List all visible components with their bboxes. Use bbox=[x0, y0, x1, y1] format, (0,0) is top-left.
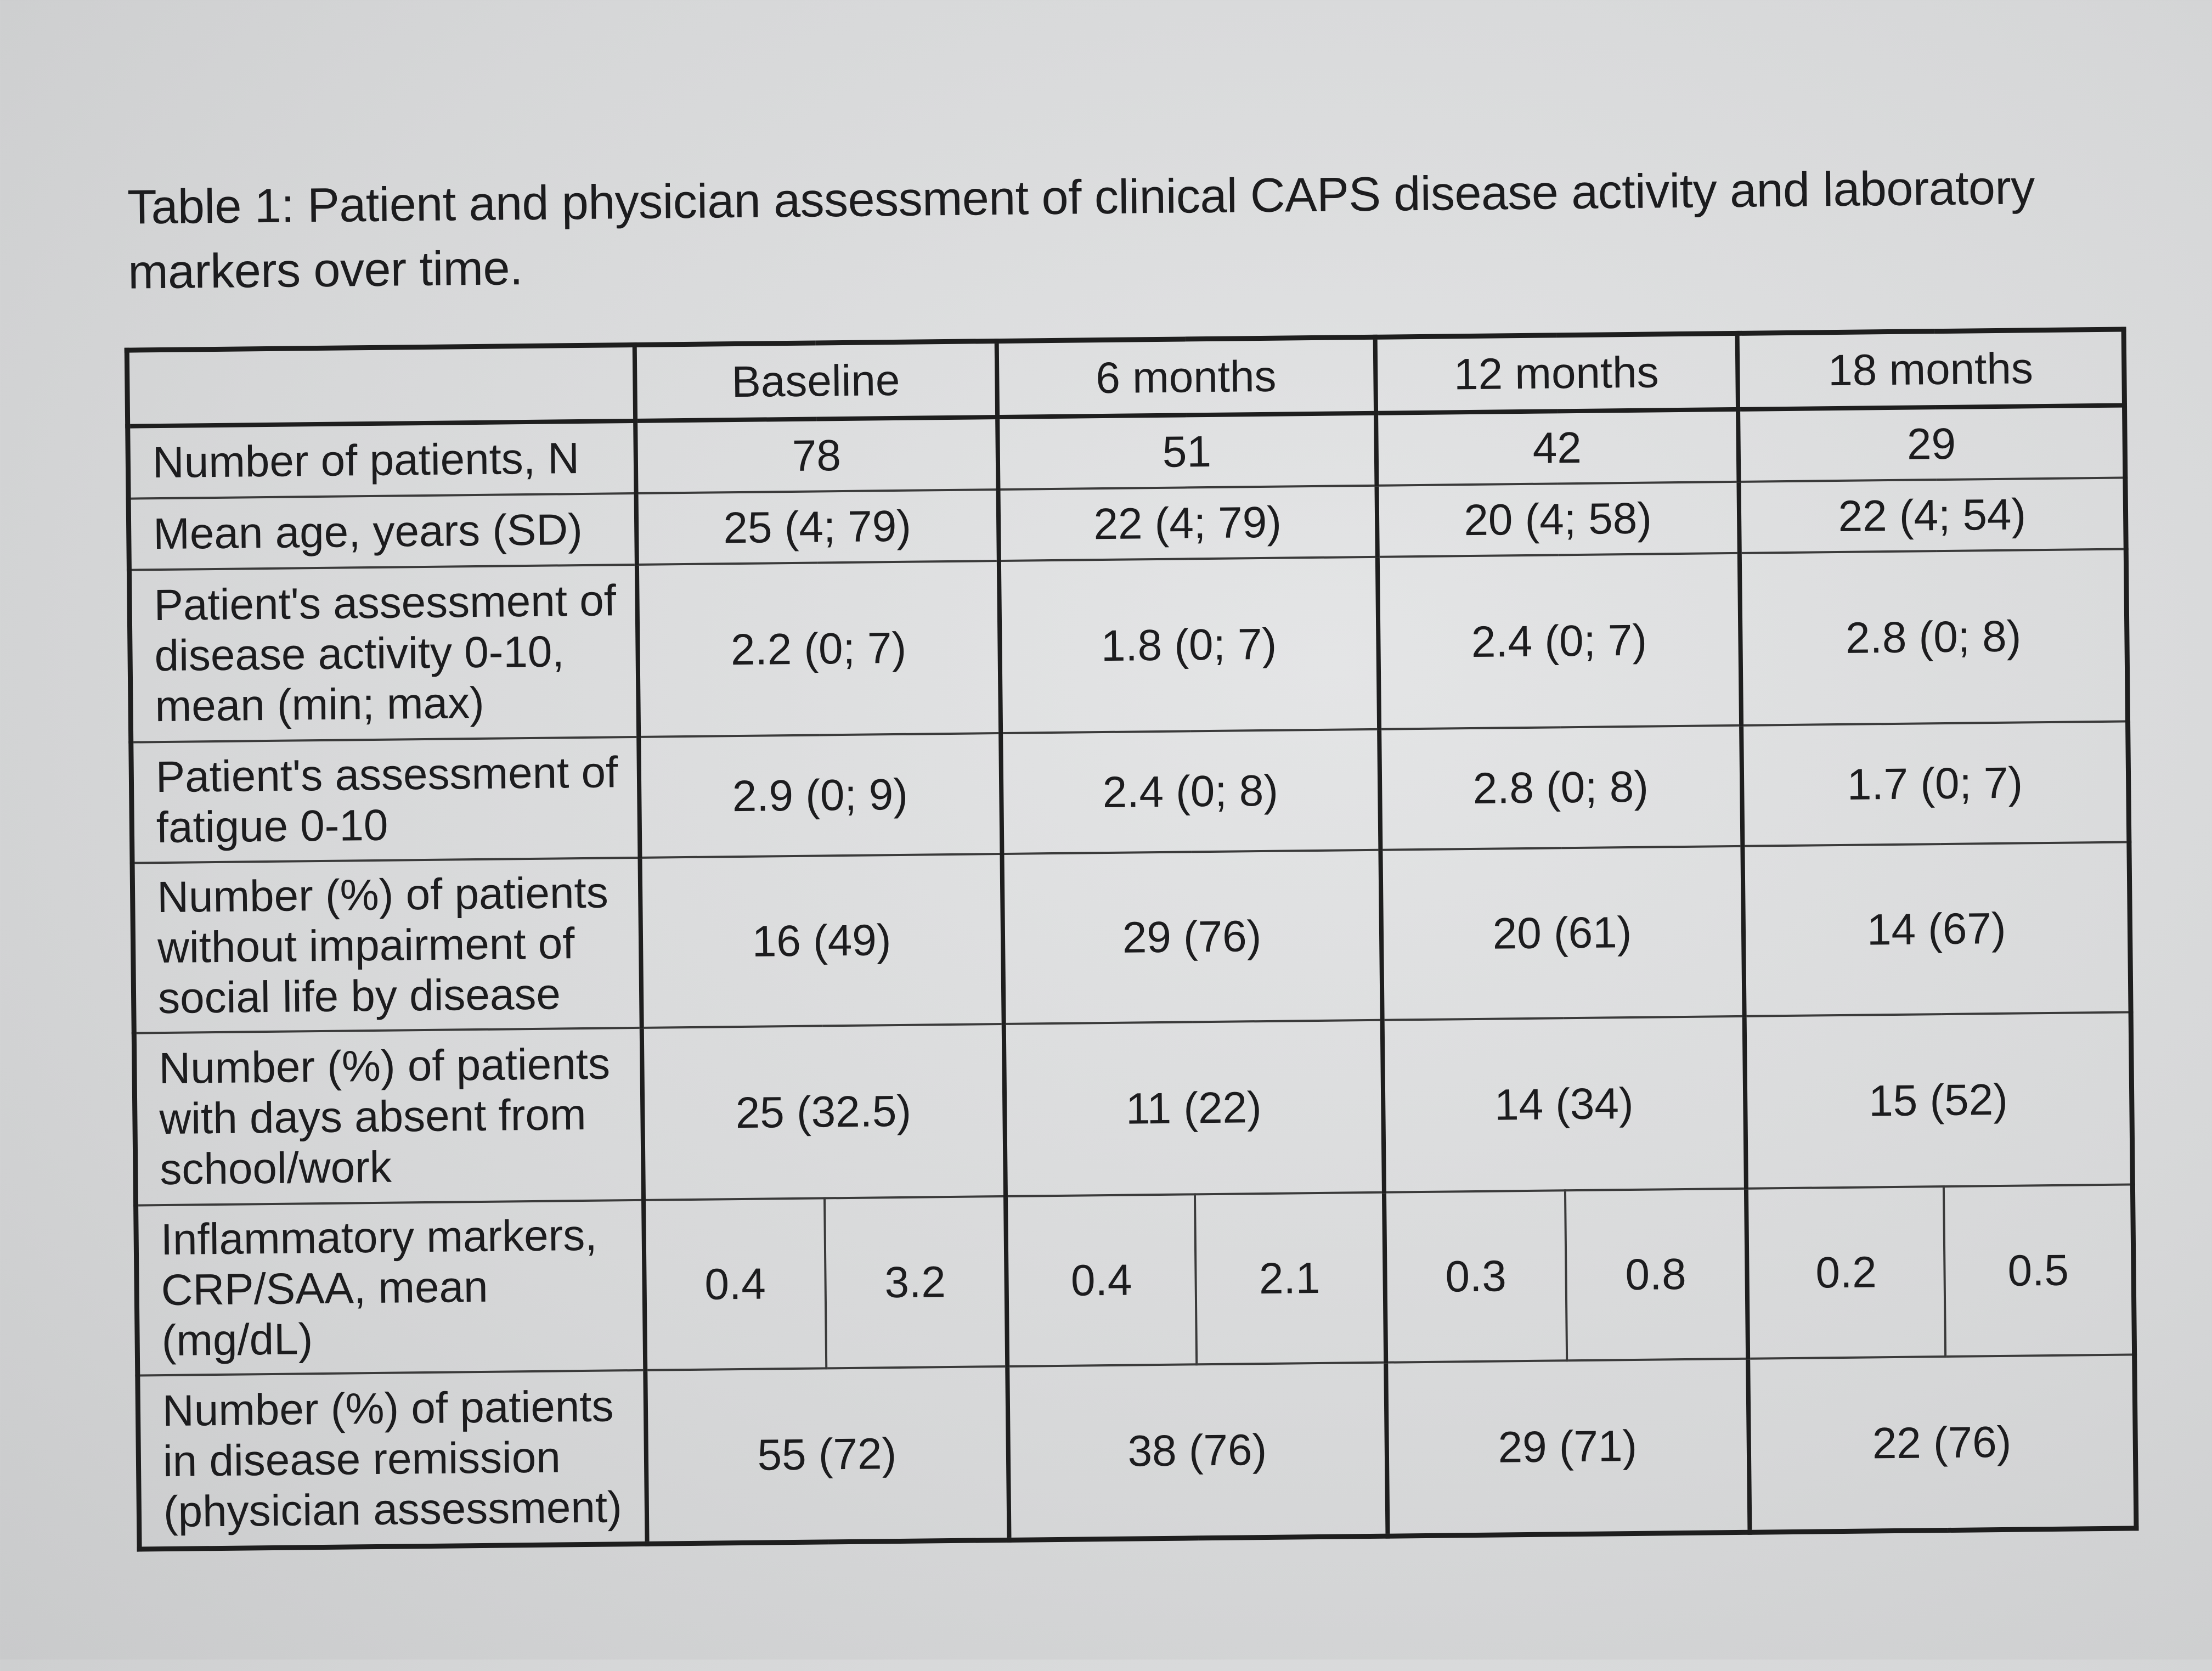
table-cell: 20 (4; 58) bbox=[1376, 482, 1739, 557]
table-cell: 2.4 (0; 7) bbox=[1377, 553, 1741, 729]
table-cell: 51 bbox=[997, 413, 1376, 490]
row-label: Patient's assessment of fatigue 0-10 bbox=[131, 737, 640, 863]
table-cell: 22 (4; 79) bbox=[998, 486, 1377, 561]
row-label: Number (%) of patients in disease remission (physician assessment) bbox=[138, 1370, 647, 1549]
table-cell: 1.7 (0; 7) bbox=[1741, 721, 2129, 846]
table-caption: Table 1: Patient and physician assessment of clinical CAPS disease activity and laboratory markers over time. bbox=[127, 160, 2035, 299]
table-cell: 14 (34) bbox=[1382, 1016, 1746, 1192]
table-cell: 29 bbox=[1738, 406, 2125, 482]
row-label: Number (%) of patients with days absent from school/work bbox=[134, 1028, 643, 1206]
table-row bbox=[136, 1184, 2135, 1375]
table-cell: 2.8 (0; 8) bbox=[1379, 725, 1742, 850]
table-cell: 25 (4; 79) bbox=[636, 490, 998, 565]
table-cell: 2.2 (0; 7) bbox=[636, 561, 1000, 737]
table-cell: 22 (4; 54) bbox=[1739, 478, 2126, 553]
table-row bbox=[131, 721, 2129, 863]
data-table bbox=[125, 327, 2139, 1551]
table-row bbox=[129, 549, 2128, 742]
table-cell: 42 bbox=[1376, 409, 1739, 486]
table-row bbox=[132, 842, 2131, 1033]
table-cell: 16 (49) bbox=[640, 854, 1003, 1028]
table-row bbox=[134, 1012, 2132, 1205]
table-cell: 20 (61) bbox=[1380, 846, 1744, 1020]
table-cell: 11 (22) bbox=[1003, 1020, 1384, 1196]
table-cell-crp: 0.4 bbox=[1005, 1194, 1196, 1366]
table-cell: 2.8 (0; 8) bbox=[1739, 549, 2128, 725]
row-label: Mean age, years (SD) bbox=[128, 493, 636, 570]
table-cell-crp: 0.4 bbox=[644, 1198, 826, 1370]
row-label: Patient's assessment of disease activity 0-10, mean (min; max) bbox=[129, 565, 638, 742]
table-cell: 29 (71) bbox=[1386, 1359, 1750, 1536]
table-cell: 2.4 (0; 8) bbox=[1001, 729, 1380, 854]
table-cell: 1.8 (0; 7) bbox=[998, 557, 1379, 733]
table-cell: 25 (32.5) bbox=[641, 1024, 1005, 1200]
table-row bbox=[138, 1354, 2136, 1549]
row-label: Number of patients, N bbox=[128, 421, 636, 499]
table-cell-saa: 0.8 bbox=[1565, 1189, 1747, 1360]
table-cell: 29 (76) bbox=[1002, 850, 1382, 1024]
table-cell: 38 (76) bbox=[1007, 1363, 1387, 1540]
table-cell: 14 (67) bbox=[1742, 842, 2131, 1016]
table-cell: 78 bbox=[635, 417, 998, 493]
table-cell-saa: 3.2 bbox=[825, 1196, 1007, 1368]
row-label: Number (%) of patients without impairment of social life by disease bbox=[132, 858, 641, 1033]
header-12-months: 12 months bbox=[1375, 333, 1737, 413]
header-baseline: Baseline bbox=[634, 341, 997, 421]
table-cell-crp: 0.3 bbox=[1384, 1190, 1566, 1362]
table-cell: 55 (72) bbox=[645, 1366, 1009, 1544]
table-cell: 15 (52) bbox=[1744, 1012, 2132, 1188]
header-6-months: 6 months bbox=[996, 337, 1375, 417]
header-18-months: 18 months bbox=[1737, 329, 2124, 409]
table-cell-crp: 0.2 bbox=[1746, 1186, 1945, 1359]
row-label: Inflammatory markers, CRP/SAA, mean (mg/dL) bbox=[136, 1200, 645, 1376]
table-cell: 22 (76) bbox=[1748, 1354, 2136, 1532]
header-empty-cell bbox=[127, 345, 635, 426]
table-cell: 2.9 (0; 9) bbox=[639, 733, 1002, 858]
table-cell-saa: 2.1 bbox=[1194, 1192, 1385, 1365]
table-cell-saa: 0.5 bbox=[1943, 1184, 2134, 1357]
